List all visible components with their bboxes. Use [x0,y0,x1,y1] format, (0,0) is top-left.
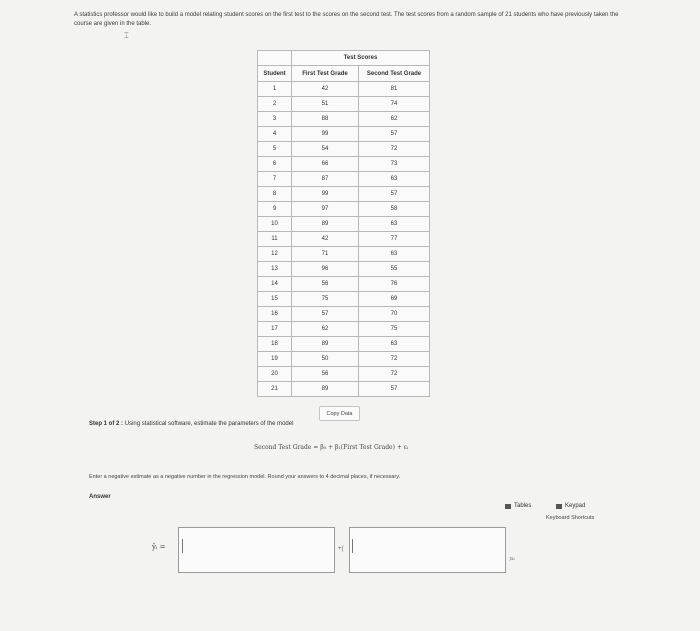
table-row [258,247,430,262]
student-cell: 4 [258,127,292,142]
keypad-button[interactable] [556,503,585,509]
step-label: Step 1 of 2 : [89,421,124,427]
table-row [258,157,430,172]
table-row [258,262,430,277]
column-header-second-test: Second Test Grade [359,66,430,82]
second-test-cell: 73 [359,157,430,172]
student-cell: 6 [258,157,292,172]
tables-button[interactable] [505,503,531,509]
table-row [258,307,430,322]
second-test-cell: 75 [359,322,430,337]
table-row [258,127,430,142]
first-test-cell: 42 [292,232,359,247]
second-test-cell: 70 [359,307,430,322]
table-row [258,82,430,97]
student-cell: 20 [258,367,292,382]
second-test-cell: 72 [359,352,430,367]
first-test-cell: 50 [292,352,359,367]
student-cell: 15 [258,292,292,307]
first-test-cell: 51 [292,97,359,112]
table-corner [258,51,292,66]
student-cell: 1 [258,82,292,97]
first-test-cell: 56 [292,277,359,292]
student-cell: 5 [258,142,292,157]
student-cell: 21 [258,382,292,397]
student-cell: 10 [258,217,292,232]
student-cell: 18 [258,337,292,352]
student-cell: 16 [258,307,292,322]
first-test-cell: 75 [292,292,359,307]
second-test-cell: 57 [359,127,430,142]
x-variable-label: )xᵢ [509,556,515,562]
text-caret [352,539,353,553]
keyboard-shortcuts-link[interactable]: Keyboard Shortcuts [546,515,595,521]
first-test-cell: 87 [292,172,359,187]
column-header-student: Student [258,66,292,82]
second-test-cell: 63 [359,337,430,352]
student-cell: 2 [258,97,292,112]
first-test-cell: 97 [292,202,359,217]
table-row [258,292,430,307]
table-body [258,82,430,397]
table-row [258,322,430,337]
second-test-cell: 63 [359,247,430,262]
first-test-cell: 89 [292,337,359,352]
student-cell: 11 [258,232,292,247]
first-test-cell: 54 [292,142,359,157]
text-caret [182,539,183,553]
second-test-cell: 76 [359,277,430,292]
table-row [258,352,430,367]
student-cell: 3 [258,112,292,127]
first-test-cell: 42 [292,82,359,97]
plus-sign: +( [338,546,344,552]
second-test-cell: 62 [359,112,430,127]
first-test-cell: 96 [292,262,359,277]
student-cell: 19 [258,352,292,367]
second-test-cell: 63 [359,172,430,187]
first-test-cell: 89 [292,382,359,397]
student-cell: 9 [258,202,292,217]
rounding-instruction: Enter a negative estimate as a negative number in the regression model. Round your answers to 4 decimal places, if necessary. [89,474,401,480]
second-test-cell: 57 [359,187,430,202]
student-cell: 12 [258,247,292,262]
mouse-cursor-icon: ⌶ [124,31,129,40]
table-row [258,382,430,397]
first-test-cell: 71 [292,247,359,262]
regression-equation: Second Test Grade = β₀ + β₁(First Test Grade) + εᵢ [254,444,409,451]
second-test-cell: 72 [359,367,430,382]
student-cell: 8 [258,187,292,202]
first-test-cell: 56 [292,367,359,382]
first-test-cell: 99 [292,127,359,142]
y-hat-label: ŷᵢ = [152,543,166,551]
table-row [258,112,430,127]
tables-label: Tables [514,503,532,509]
table-row [258,142,430,157]
table-row [258,217,430,232]
keypad-label: Keypad [565,503,586,509]
table-row [258,97,430,112]
first-test-cell: 89 [292,217,359,232]
column-header-first-test: First Test Grade [292,66,359,82]
slope-input[interactable] [349,527,506,573]
problem-prompt: A statistics professor would like to build a model relating student scores on the first test to the scores on the second test. The test scores from a random sample of 21 students who have previously taken the course are given in the table. [74,12,619,27]
table-row [258,187,430,202]
first-test-cell: 99 [292,187,359,202]
first-test-cell: 66 [292,157,359,172]
intercept-input[interactable] [178,527,335,573]
table-row [258,232,430,247]
second-test-cell: 58 [359,202,430,217]
second-test-cell: 63 [359,217,430,232]
test-scores-table [257,50,430,397]
student-cell: 13 [258,262,292,277]
second-test-cell: 81 [359,82,430,97]
table-row [258,277,430,292]
second-test-cell: 74 [359,97,430,112]
student-cell: 14 [258,277,292,292]
first-test-cell: 62 [292,322,359,337]
table-row [258,172,430,187]
second-test-cell: 69 [359,292,430,307]
student-cell: 17 [258,322,292,337]
answer-heading: Answer [89,494,111,500]
second-test-cell: 57 [359,382,430,397]
table-row [258,367,430,382]
step-description [89,421,293,427]
table-icon [505,504,511,509]
table-row [258,202,430,217]
second-test-cell: 77 [359,232,430,247]
table-group-header: Test Scores [292,51,430,66]
student-cell: 7 [258,172,292,187]
step-text: Using statistical software, estimate the parameters of the model [124,421,294,427]
second-test-cell: 72 [359,142,430,157]
table-row [258,337,430,352]
second-test-cell: 55 [359,262,430,277]
first-test-cell: 88 [292,112,359,127]
copy-data-button[interactable]: Copy Data [319,406,360,421]
keypad-icon [556,504,562,509]
first-test-cell: 57 [292,307,359,322]
